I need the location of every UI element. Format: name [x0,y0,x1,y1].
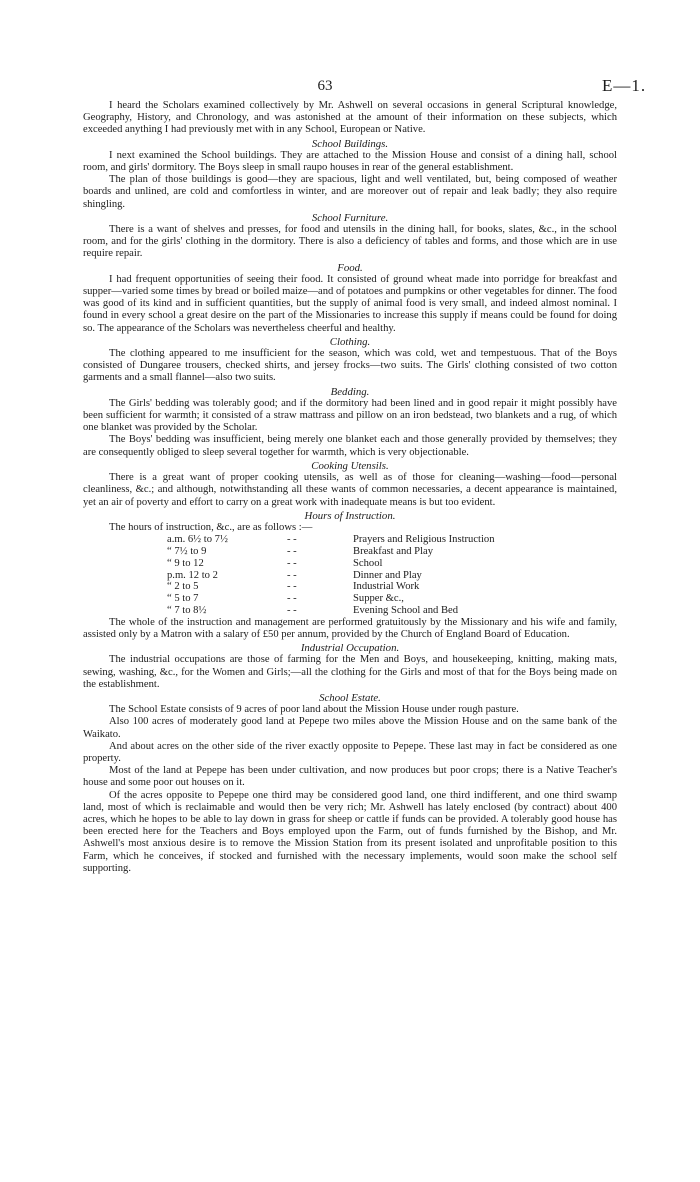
report-body [83,100,617,875]
paragraph: Also 100 acres of moderately good land at Pepepe two miles above the Mission House and on the same bank of the Waikato. [83,716,617,740]
paragraph: The Boys' bedding was insufficient, being merely one blanket each and those generally provided by themselves; they are consequently obliged to sleep several together for warmth, which is very objectionable. [83,434,617,458]
paragraph: There is a great want of proper cooking utensils, as well as of those for cleaning—washing—food—personal cleanliness, &c.; and although, notwithstanding all these wants of common necessaries, a decent appearance is maintained, yet an air of poverty and effort to carry on a great work with inadequate means is but too evident. [83,472,617,508]
schedule-table [167,534,617,617]
schedule-leader: - - [287,581,297,593]
schedule-time: “ 9 to 12 [167,557,204,569]
paragraph: There is a want of shelves and presses, for food and utensils in the dining hall, for books, slates, &c., in the school room, and for the girls' clothing in the dormitory. There is also a deficiency of tables and forms, and those which are in use require repair. [83,224,617,260]
paragraph: Most of the land at Pepepe has been under cultivation, and now produces but poor crops; there is a Native Teacher's house and some poor out houses on it. [83,765,617,789]
section-food [83,262,617,335]
section-school-estate [83,692,617,875]
schedule-time: a.m. 6½ to 7½ [167,534,228,546]
section-heading: Cooking Utensils. [311,459,389,472]
section-heading: School Buildings. [311,137,389,150]
schedule-activity: Industrial Work [353,581,420,593]
section-heading: Food. [337,261,363,274]
section-heading: School Furniture. [311,211,389,224]
schedule-activity: Dinner and Play [353,569,422,581]
section-school-buildings [83,138,617,211]
page-number: 63 [317,78,333,94]
document-reference: E—1. [602,76,647,95]
section-heading: Industrial Occupation. [300,642,400,655]
schedule-row [167,534,617,546]
schedule-time: “ 7½ to 9 [167,545,207,557]
section-heading: Hours of Instruction. [304,509,396,522]
schedule-row [167,605,617,617]
schedule-activity: School [353,557,383,569]
schedule-activity: Supper &c., [353,593,404,605]
paragraph: Of the acres opposite to Pepepe one third may be considered good land, one third indifferent, and one third swamp land, most of which is reclaimable and would then be very rich; Mr. Ashwell has lately enclosed (by contract) about 400 acres, which he hopes to be able to lay down in grass for sheep or cattle if funds can be provided. A tolerably good house has been erected here for the Teachers and Boys employed upon the Farm, out of funds furnished by the Bishop, and Mr. Ashwell's most anxious desire is to remove the Mission Station from its present isolated and unprofitable position to this Farm, which he conceives, if stocked and furnished with the necessary implements, would soon make the school self supporting. [83,789,617,874]
section-heading: Clothing. [329,335,371,348]
section-bedding [83,386,617,459]
section-clothing [83,336,617,385]
paragraph: I next examined the School buildings. They are attached to the Mission House and consist of a dining hall, school room, and girls' dormitory. The Boys sleep in small raupo houses in rear of the general establishment. [83,149,617,174]
schedule-row [167,558,617,570]
schedule-row [167,593,617,605]
schedule-leader: - - [287,593,297,605]
schedule-leader: - - [287,604,297,616]
schedule-intro: The hours of instruction, &c., are as follows :— [109,521,313,533]
schedule-time: p.m. 12 to 2 [167,569,218,581]
section-heading: Bedding. [330,385,370,398]
schedule-activity: Evening School and Bed [353,604,459,616]
paragraph: The whole of the instruction and management are performed gratuitously by the Missionary and his wife and family, assisted only by a Matron with a salary of £50 per annum, provided by the Church of England Board of Education. [83,616,617,640]
schedule-activity: Prayers and Religious Instruction [353,534,495,546]
intro-paragraph: I heard the Scholars examined collectively by Mr. Ashwell on several occasions in general Scriptural knowledge, Geography, History, and Chronology, and was astonished at the amount of their information on these subjects, which exceeded anything I had previously met with in any School, European or Native. [83,100,617,136]
section-heading: School Estate. [319,691,381,704]
schedule-row [167,570,617,582]
paragraph: The Girls' bedding was tolerably good; and if the dormitory had been lined and in good repair it might possibly have been sufficient for warmth; it consisted of a straw mattrass and pillow on an iron bedstead, two blankets and a rug, of which one blanket was provided by the Scholar. [83,397,617,434]
paragraph: The clothing appeared to me insufficient for the season, which was cold, wet and tempestuous. That of the Boys consisted of Dungaree trousers, checked shirts, and jersey frocks—two suits. The Girls' clothing consisted of two cotton garments and a small flannel—also two suits. [83,348,617,384]
schedule-time: “ 2 to 5 [167,581,199,593]
schedule-activity: Breakfast and Play [353,545,434,557]
paragraph: And about acres on the other side of the river exactly opposite to Pepepe. These last may in fact be considered as one property. [83,740,617,764]
section-school-furniture [83,212,617,261]
schedule-time: “ 7 to 8½ [167,604,207,616]
section-hours-of-instruction [83,510,617,641]
schedule-leader: - - [287,557,297,569]
paragraph: I had frequent opportunities of seeing their food. It consisted of ground wheat made into porridge for breakfast and supper—varied some times by bread or boiled maize—and of potatoes and pumpkins or other vegetables for dinner. The food was good of its kind and in sufficient quantities, but the supply of animal food is very small, and indeed almost nominal. I found in every school a great desire on the part of the Missionaries to increase this supply if means could be found for doing so. The appearance of the Scholars was nevertheless cheerful and healthy. [83,273,617,334]
paragraph: The plan of those buildings is good—they are spacious, light and well ventilated, but, being composed of weather boards and unlined, are cold and comfortless in winter, and are moreover out of repair and leak badly; they also require shingling. [83,174,617,210]
schedule-leader: - - [287,569,297,581]
schedule-leader: - - [287,534,297,546]
schedule-leader: - - [287,545,297,557]
section-industrial-occupation [83,642,617,691]
schedule-row [167,581,617,593]
schedule-time: “ 5 to 7 [167,593,199,605]
paragraph: The School Estate consists of 9 acres of poor land about the Mission House under rough pasture. [109,704,519,716]
section-cooking-utensils [83,460,617,509]
paragraph: The industrial occupations are those of farming for the Men and Boys, and housekeeping, knitting, making mats, sewing, washing, &c., for the Women and Girls;—all the clothing for the Girls and most of that for the Boys being made on the establishment. [83,654,617,690]
schedule-row [167,546,617,558]
